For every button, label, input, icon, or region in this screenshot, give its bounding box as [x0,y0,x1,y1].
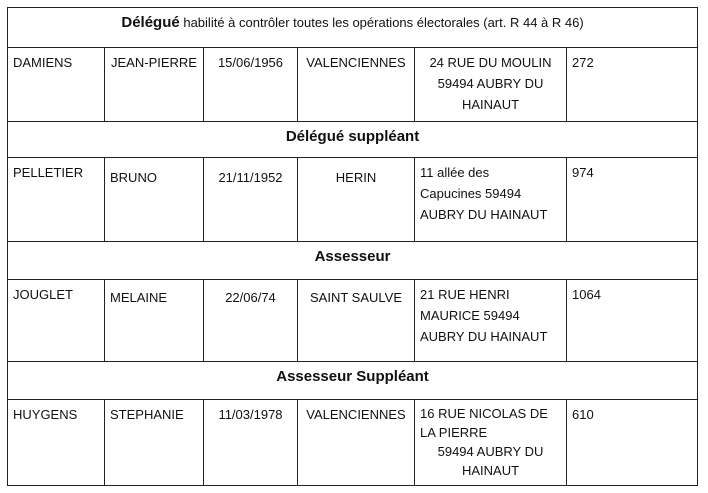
section-header-assesseur-suppleant [8,362,698,400]
cell-date: 21/11/1952 [204,158,298,242]
cell-nom: JOUGLET [8,280,105,362]
section-title [8,242,698,280]
electoral-delegates-table [7,7,698,486]
cell-lieu: HERIN [298,158,415,242]
address-line: AUBRY DU HAINAUT [420,207,548,222]
address-line: 16 RUE NICOLAS DE [420,406,548,421]
section-title [8,8,698,48]
cell-numero: 974 [567,158,698,242]
section-header-assesseur [8,242,698,280]
cell-prenom: STEPHANIE [105,400,204,486]
table-row [8,400,698,486]
section-title [8,362,698,400]
table-row [8,280,698,362]
cell-nom: HUYGENS [8,400,105,486]
section-title-bold: Assesseur Suppléant [276,368,429,385]
address-line: 59494 AUBRY DU [437,444,544,459]
cell-prenom: JEAN-PIERRE [105,48,204,122]
section-header-delegue-suppleant [8,122,698,158]
cell-prenom: BRUNO [105,158,204,242]
address-line: HAINAUT [461,97,520,112]
section-title-bold: Délégué [121,14,180,31]
address-line: 11 allée des [420,165,490,180]
section-title [8,122,698,158]
section-header-delegue [8,8,698,48]
cell-adresse [415,158,567,242]
address-line: Capucines 59494 [420,186,522,201]
cell-numero: 272 [567,48,698,122]
address-line: 24 RUE DU MOULIN [429,55,552,70]
cell-numero: 1064 [567,280,698,362]
address-line: LA PIERRE [420,425,488,440]
address-line: HAINAUT [461,463,520,478]
cell-numero: 610 [567,400,698,486]
cell-date: 11/03/1978 [204,400,298,486]
cell-date: 15/06/1956 [204,48,298,122]
cell-prenom: MELAINE [105,280,204,362]
cell-lieu: VALENCIENNES [298,48,415,122]
table-row [8,158,698,242]
cell-lieu: VALENCIENNES [298,400,415,486]
cell-nom: DAMIENS [8,48,105,122]
address-line: 59494 AUBRY DU [437,76,544,91]
document-page [7,7,698,486]
section-title-rest: habilité à contrôler toutes les opérations électorales (art. R 44 à R 46) [179,15,584,30]
cell-nom: PELLETIER [8,158,105,242]
section-title-bold: Assesseur [314,248,391,265]
cell-adresse [415,48,567,122]
section-title-bold: Délégué suppléant [285,128,420,145]
table-row [8,48,698,122]
address-line: 21 RUE HENRI [420,287,510,302]
address-line: MAURICE 59494 [420,308,520,323]
cell-date: 22/06/74 [204,280,298,362]
cell-adresse [415,280,567,362]
cell-lieu: SAINT SAULVE [298,280,415,362]
address-line: AUBRY DU HAINAUT [420,329,548,344]
cell-adresse [415,400,567,486]
